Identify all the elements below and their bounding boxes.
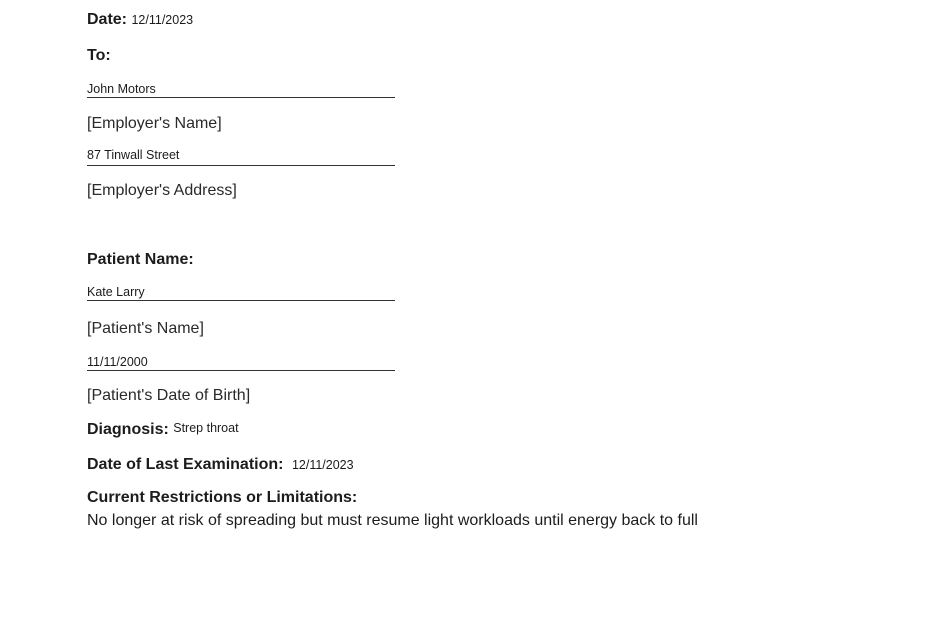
patient-name-placeholder: [Patient's Name]: [87, 320, 204, 337]
last-exam-label: Date of Last Examination:: [87, 456, 284, 473]
employer-address-underline: [87, 165, 395, 166]
patient-dob-placeholder: [Patient's Date of Birth]: [87, 387, 251, 404]
patient-dob-underline: [87, 370, 395, 371]
patient-name-value: Kate Larry: [87, 285, 145, 299]
employer-name-value: John Motors: [87, 82, 156, 96]
diagnosis-value: Strep throat: [173, 421, 239, 435]
employer-address-placeholder: [Employer's Address]: [87, 182, 237, 199]
employer-name-placeholder: [Employer's Name]: [87, 115, 222, 132]
date-value: 12/11/2023: [131, 13, 194, 27]
patient-name-underline: [87, 300, 395, 301]
patient-dob-value: 11/11/2000: [87, 355, 148, 369]
employer-address-value: 87 Tinwall Street: [87, 148, 180, 162]
last-exam-row: [87, 456, 354, 474]
last-exam-value: 12/11/2023: [291, 458, 354, 472]
date-label: Date:: [87, 11, 128, 28]
restrictions-value: No longer at risk of spreading but must resume light workloads until energy back to full: [87, 512, 698, 529]
to-label: To:: [87, 47, 111, 64]
date-row: [87, 11, 193, 29]
employer-name-underline: [87, 97, 395, 98]
diagnosis-label: Diagnosis:: [87, 421, 169, 438]
diagnosis-row: [87, 421, 239, 439]
restrictions-label: Current Restrictions or Limitations:: [87, 489, 358, 506]
patient-name-label: Patient Name:: [87, 251, 194, 268]
